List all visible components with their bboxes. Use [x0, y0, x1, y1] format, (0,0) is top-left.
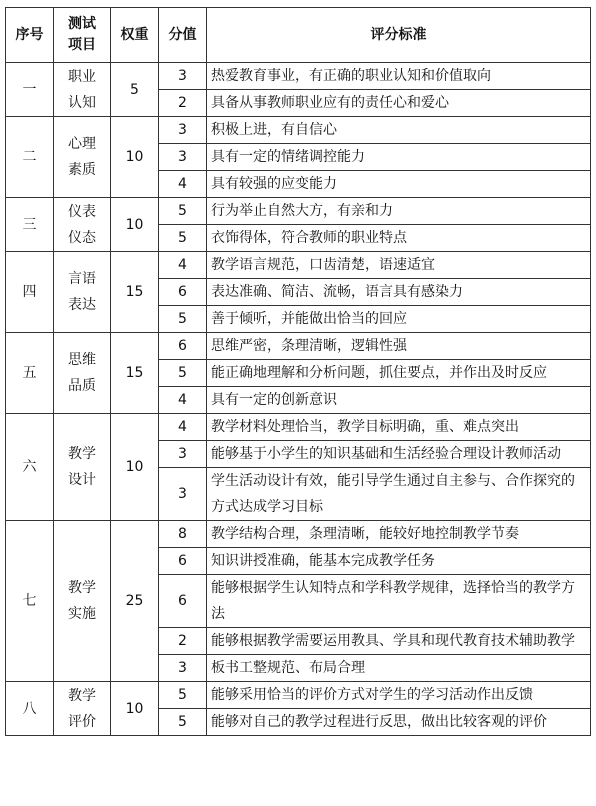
- header-score: 分值: [159, 8, 207, 63]
- section-weight: 15: [111, 252, 159, 333]
- section-seq: 四: [6, 252, 54, 333]
- row-criteria: 能够根据学生认知特点和学科教学规律，选择恰当的教学方法: [207, 575, 591, 628]
- table-row: [6, 333, 591, 360]
- row-criteria: 思维严密，条理清晰，逻辑性强: [207, 333, 591, 360]
- row-score: 5: [159, 360, 207, 387]
- table-row: [6, 252, 591, 279]
- section-item-line2: 仪态: [68, 229, 96, 246]
- header-seq: 序号: [6, 8, 54, 63]
- table-body: [6, 63, 591, 736]
- row-score: 3: [159, 144, 207, 171]
- row-criteria: 积极上进，有自信心: [207, 117, 591, 144]
- section-seq: 五: [6, 333, 54, 414]
- section-item-line1: 教学: [68, 580, 96, 596]
- section-item-line1: 言语: [68, 271, 96, 287]
- table-row: [6, 521, 591, 548]
- section-seq: 三: [6, 198, 54, 252]
- row-criteria: 能正确地理解和分析问题，抓住要点，并作出及时反应: [207, 360, 591, 387]
- table-row: [6, 117, 591, 144]
- row-criteria: 教学结构合理，条理清晰，能较好地控制教学节奏: [207, 521, 591, 548]
- row-criteria: 热爱教育事业，有正确的职业认知和价值取向: [207, 63, 591, 90]
- row-score: 3: [159, 468, 207, 521]
- row-criteria: 具有一定的创新意识: [207, 387, 591, 414]
- section-seq: 七: [6, 521, 54, 682]
- row-criteria: 衣饰得体，符合教师的职业特点: [207, 225, 591, 252]
- section-item-line1: 职业: [68, 68, 96, 85]
- section-item-line2: 认知: [68, 94, 96, 111]
- section-seq: 八: [6, 682, 54, 736]
- section-item: [54, 333, 111, 414]
- row-criteria: 学生活动设计有效，能引导学生通过自主参与、合作探究的方式达成学习目标: [207, 468, 591, 521]
- row-score: 2: [159, 90, 207, 117]
- row-score: 6: [159, 333, 207, 360]
- section-item-line2: 评价: [68, 713, 96, 730]
- row-criteria: 具备从事教师职业应有的责任心和爱心: [207, 90, 591, 117]
- row-criteria: 表达准确、简洁、流畅，语言具有感染力: [207, 279, 591, 306]
- table-row: [6, 414, 591, 441]
- row-score: 3: [159, 441, 207, 468]
- section-weight: 10: [111, 682, 159, 736]
- section-item: [54, 521, 111, 682]
- row-score: 5: [159, 682, 207, 709]
- scoring-criteria-table: [5, 7, 591, 736]
- section-weight: 10: [111, 414, 159, 521]
- row-score: 6: [159, 548, 207, 575]
- row-score: 3: [159, 63, 207, 90]
- row-criteria: 知识讲授准确，能基本完成教学任务: [207, 548, 591, 575]
- section-item-line2: 实施: [68, 606, 96, 622]
- section-item-line2: 表达: [68, 297, 96, 313]
- row-criteria: 具有一定的情绪调控能力: [207, 144, 591, 171]
- table-row: [6, 198, 591, 225]
- section-item-line1: 教学: [68, 687, 96, 704]
- row-criteria: 能够根据教学需要运用教具、学具和现代教育技术辅助教学: [207, 628, 591, 655]
- section-item: [54, 117, 111, 198]
- row-score: 2: [159, 628, 207, 655]
- row-criteria: 教学语言规范，口齿清楚，语速适宜: [207, 252, 591, 279]
- row-score: 4: [159, 252, 207, 279]
- row-score: 4: [159, 387, 207, 414]
- header-item: [54, 8, 111, 63]
- row-criteria: 能够对自己的教学过程进行反思，做出比较客观的评价: [207, 709, 591, 736]
- row-score: 5: [159, 225, 207, 252]
- section-item-line2: 设计: [68, 472, 96, 488]
- section-item-line1: 仪表: [68, 203, 96, 220]
- section-weight: 5: [111, 63, 159, 117]
- row-score: 5: [159, 198, 207, 225]
- section-weight: 15: [111, 333, 159, 414]
- row-criteria: 能够基于小学生的知识基础和生活经验合理设计教师活动: [207, 441, 591, 468]
- section-weight: 25: [111, 521, 159, 682]
- table-row: [6, 63, 591, 90]
- section-weight: 10: [111, 117, 159, 198]
- section-item: [54, 63, 111, 117]
- header-weight: 权重: [111, 8, 159, 63]
- table-row: [6, 682, 591, 709]
- section-item: [54, 198, 111, 252]
- section-item: [54, 414, 111, 521]
- section-item: [54, 252, 111, 333]
- section-item-line2: 品质: [68, 378, 96, 394]
- header-item-line1: 测试: [68, 16, 96, 32]
- section-item-line1: 心理: [68, 136, 96, 152]
- row-score: 6: [159, 279, 207, 306]
- row-criteria: 教学材料处理恰当，教学目标明确，重、难点突出: [207, 414, 591, 441]
- section-seq: 六: [6, 414, 54, 521]
- row-score: 3: [159, 117, 207, 144]
- row-criteria: 具有较强的应变能力: [207, 171, 591, 198]
- section-item-line2: 素质: [68, 162, 96, 178]
- section-weight: 10: [111, 198, 159, 252]
- row-score: 8: [159, 521, 207, 548]
- header-criteria: 评分标准: [207, 8, 591, 63]
- row-score: 4: [159, 171, 207, 198]
- row-criteria: 行为举止自然大方，有亲和力: [207, 198, 591, 225]
- header-item-line2: 项目: [68, 37, 96, 53]
- row-score: 5: [159, 709, 207, 736]
- table-header-row: [6, 8, 591, 63]
- section-item: [54, 682, 111, 736]
- row-score: 5: [159, 306, 207, 333]
- section-item-line1: 教学: [68, 446, 96, 462]
- row-criteria: 板书工整规范、布局合理: [207, 655, 591, 682]
- row-score: 6: [159, 575, 207, 628]
- section-seq: 二: [6, 117, 54, 198]
- row-criteria: 善于倾听，并能做出恰当的回应: [207, 306, 591, 333]
- row-criteria: 能够采用恰当的评价方式对学生的学习活动作出反馈: [207, 682, 591, 709]
- row-score: 4: [159, 414, 207, 441]
- section-item-line1: 思维: [68, 352, 96, 368]
- scoring-table-container: [5, 7, 591, 736]
- row-score: 3: [159, 655, 207, 682]
- section-seq: 一: [6, 63, 54, 117]
